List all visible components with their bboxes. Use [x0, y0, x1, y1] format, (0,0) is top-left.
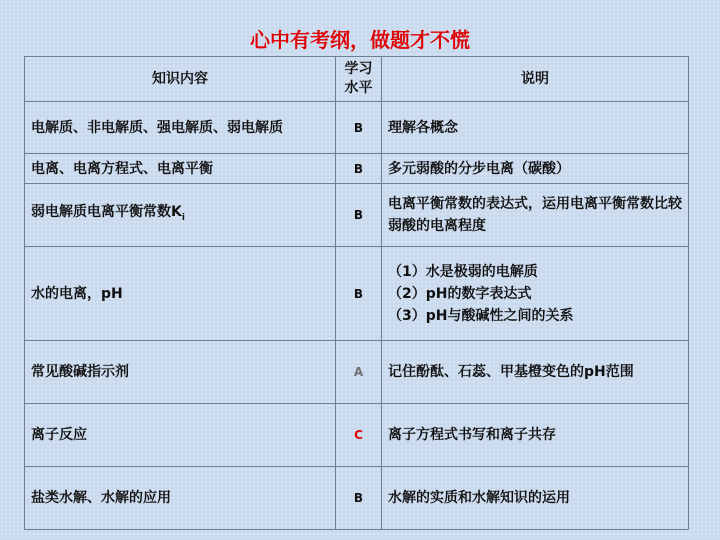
row-level: B [336, 102, 382, 154]
row-desc: 多元弱酸的分步电离（碳酸） [382, 154, 689, 184]
table-row [25, 247, 689, 341]
table-row [25, 154, 689, 184]
row-content: 电解质、非电解质、强电解质、弱电解质 [25, 102, 336, 154]
slide-title: 心中有考纲，做题才不慌 [250, 28, 470, 52]
row-desc: 理解各概念 [382, 102, 689, 154]
row-level: B [336, 467, 382, 530]
row-level: B [336, 184, 382, 247]
row-content: 离子反应 [25, 404, 336, 467]
row-desc: 离子方程式书写和离子共存 [382, 404, 689, 467]
header-desc: 说明 [382, 57, 689, 102]
table-row [25, 404, 689, 467]
desc-line: （3）pH与酸碱性之间的关系 [388, 307, 574, 324]
row-content-text: 弱电解质电离平衡常数K [31, 204, 182, 221]
row-level: C [336, 404, 382, 467]
table-row [25, 102, 689, 154]
desc-line: （1）水是极弱的电解质 [388, 263, 538, 280]
desc-line: （2）pH的数字表达式 [388, 285, 532, 302]
header-level [336, 57, 382, 102]
row-desc: 记住酚酞、石蕊、甲基橙变色的pH范围 [382, 341, 689, 404]
row-level: A [336, 341, 382, 404]
table-row [25, 184, 689, 247]
row-content: 盐类水解、水解的应用 [25, 467, 336, 530]
row-content: 电离、电离方程式、电离平衡 [25, 154, 336, 184]
row-level: B [336, 154, 382, 184]
header-level-line2: 水平 [344, 80, 373, 96]
table-header-row [25, 57, 689, 102]
row-desc [382, 247, 689, 341]
header-content: 知识内容 [25, 57, 336, 102]
table-row [25, 341, 689, 404]
row-content: 常见酸碱指示剂 [25, 341, 336, 404]
row-desc: 水解的实质和水解知识的运用 [382, 467, 689, 530]
syllabus-table [24, 56, 689, 530]
row-content: 水的电离，pH [25, 247, 336, 341]
row-content [25, 184, 336, 247]
table-row [25, 467, 689, 530]
row-level: B [336, 247, 382, 341]
row-desc: 电离平衡常数的表达式，运用电离平衡常数比较弱酸的电离程度 [382, 184, 689, 247]
header-level-line1: 学习 [344, 61, 373, 77]
row-content-subscript: i [181, 212, 185, 223]
